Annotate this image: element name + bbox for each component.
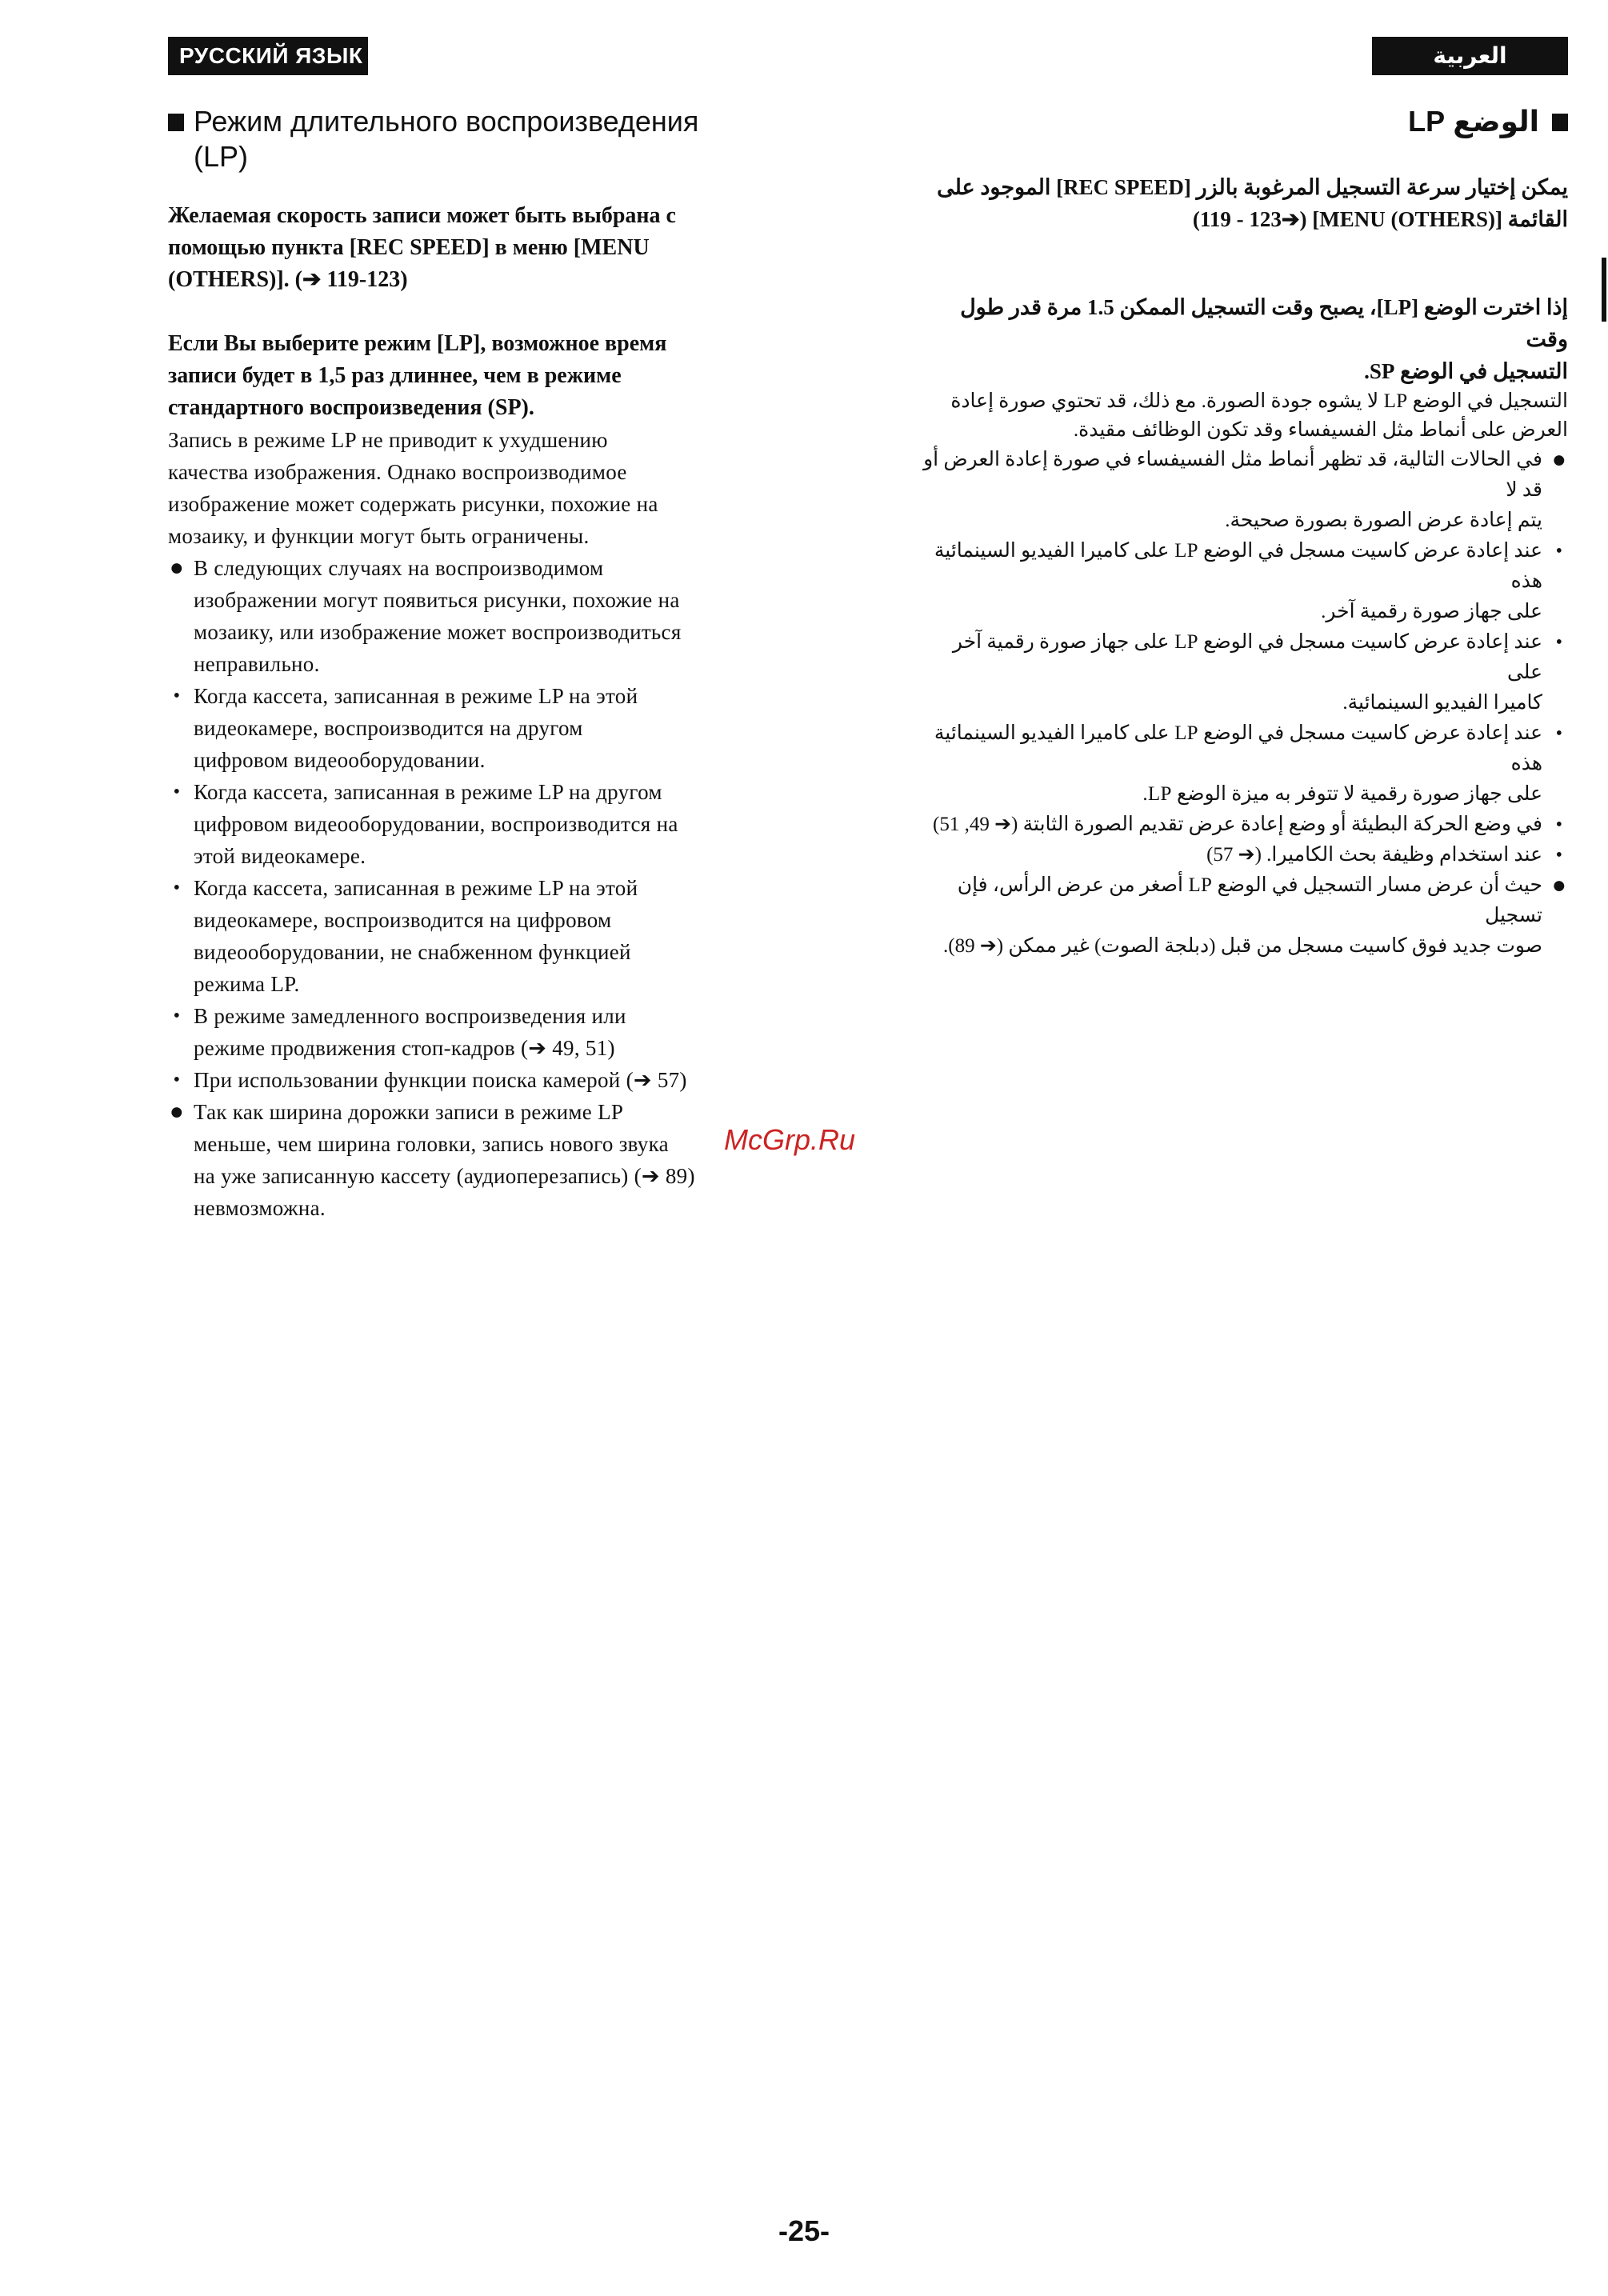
list-item: • Когда кассета, записанная в режиме LP на другом цифровом видеооборудовании, воспроизводится на этой видеокамере. [168, 776, 824, 872]
list-item: ● Так как ширина дорожки записи в режиме LP меньше, чем ширина головки, запись нового звука на уже записанную кассету (аудиоперезапись) (➔ 89) невмозможна. [168, 1096, 824, 1224]
list-item: • عند إعادة عرض كاسيت مسجل في الوضع LP على كاميرا الفيديو السينمائية هذه على جهاز صورة رقمية آخر. [920, 536, 1568, 627]
section-title: الوضع LP [1408, 105, 1539, 138]
bullet-icon: • [173, 1070, 181, 1090]
quality-paragraph: التسجيل في الوضع LP لا يشوه جودة الصورة. مع ذلك، قد تحتوي صورة إعادة العرض على أنماط مثل الفسيفساء وقد تكون الوظائف مقيدة. [950, 390, 1568, 441]
list-item: ● في الحالات التالية، قد تظهر أنماط مثل الفسيفساء في صورة إعادة العرض أو قد لا يتم إعادة عرض الصورة بصورة صحيحة. [923, 446, 1567, 531]
list-item: • При использовании функции поиска камерой (➔ 57) [168, 1064, 824, 1096]
list-item: • عند استخدام وظيفة بحث الكاميرا. (➔ 57) [920, 840, 1568, 870]
page-number: -25- [778, 2214, 830, 2247]
arabic-column [920, 104, 1568, 962]
square-bullet-icon [168, 114, 184, 131]
list-item: • عند إعادة عرض كاسيت مسجل في الوضع LP على جهاز صورة رقمية آخر على كاميرا الفيديو السينمائية. [920, 627, 1568, 718]
bullet-icon: ● [1551, 446, 1567, 473]
bullet-icon: ● [169, 1098, 185, 1125]
notes-list [920, 445, 1568, 962]
section-heading [168, 104, 824, 174]
bullet-icon: • [1555, 541, 1563, 562]
lp-duration-paragraph: إذا اخترت الوضع [LP]، يصبح وقت التسجيل الممكن 1.5 مرة قدر طول وقت التسجيل في الوضع SP. [960, 295, 1568, 383]
list-item: ● В следующих случаях на воспроизводимом изображении могут появиться рисунки, похожие на мозаику, или изображение может воспроизводиться неправильно. [168, 552, 824, 680]
page-edge-mark [1602, 258, 1606, 322]
bullet-icon: • [1555, 723, 1563, 744]
language-badge-russian: РУССКИЙ ЯЗЫК [168, 37, 368, 75]
language-badge-arabic: العربية [1372, 37, 1568, 75]
section-heading [920, 104, 1568, 139]
list-item: • В режиме замедленного воспроизведения или режиме продвижения стоп-кадров (➔ 49, 51) [168, 1000, 824, 1064]
section-title: Режим длительного воспроизведения (LP) [194, 105, 699, 173]
bullet-icon: ● [1551, 872, 1567, 898]
list-item: ● حيث أن عرض مسار التسجيل في الوضع LP أصغر من عرض الرأس، فإن تسجيل صوت جديد فوق كاسيت مسجل من قبل (دبلجة الصوت) غير ممكن (➔ 89). [943, 872, 1567, 957]
quality-paragraph: Запись в режиме LP не приводит к ухудшению качества изображения. Однако воспроизводимое изображение может содержать рисунки, похожие на мозаику, и функции могут быть ограничены. [168, 428, 658, 548]
list-item: • عند إعادة عرض كاسيت مسجل في الوضع LP على كاميرا الفيديو السينمائية هذه على جهاز صورة رقمية لا تتوفر به ميزة الوضع LP. [920, 718, 1568, 810]
bullet-icon: • [1555, 632, 1563, 653]
lp-duration-paragraph: Если Вы выберите режим [LP], возможное время записи будет в 1,5 раз длиннее, чем в режиме стандартного воспроизведения (SP). [168, 331, 667, 420]
rec-speed-paragraph: يمكن إختيار سرعة التسجيل المرغوبة بالزر [REC SPEED] الموجود على القائمة [MENU (OTHERS)] (➔119 - 123) [937, 175, 1568, 231]
bullet-icon: • [1555, 814, 1563, 835]
watermark-text: McGrp.Ru [724, 1123, 856, 1156]
list-item: • Когда кассета, записанная в режиме LP на этой видеокамере, воспроизводится на другом цифровом видеооборудовании. [168, 680, 824, 776]
russian-column [168, 104, 824, 1224]
list-item: • Когда кассета, записанная в режиме LP на этой видеокамере, воспроизводится на цифровом видеооборудовании, не снабженном функцией режима LP. [168, 872, 824, 1000]
bullet-icon: ● [169, 554, 185, 581]
bullet-icon: • [173, 1006, 181, 1026]
list-item: • في وضع الحركة البطيئة أو وضع إعادة عرض تقديم الصورة الثابتة (➔ 49, 51) [920, 810, 1568, 840]
bullet-icon: • [173, 878, 181, 898]
bullet-icon: • [173, 782, 181, 802]
bullet-icon: • [173, 686, 181, 706]
square-bullet-icon [1552, 114, 1568, 131]
rec-speed-paragraph: Желаемая скорость записи может быть выбрана с помощью пункта [REC SPEED] в меню [MENU (OTHERS)]. (➔ 119-123) [168, 203, 676, 292]
bullet-icon: • [1555, 845, 1563, 866]
